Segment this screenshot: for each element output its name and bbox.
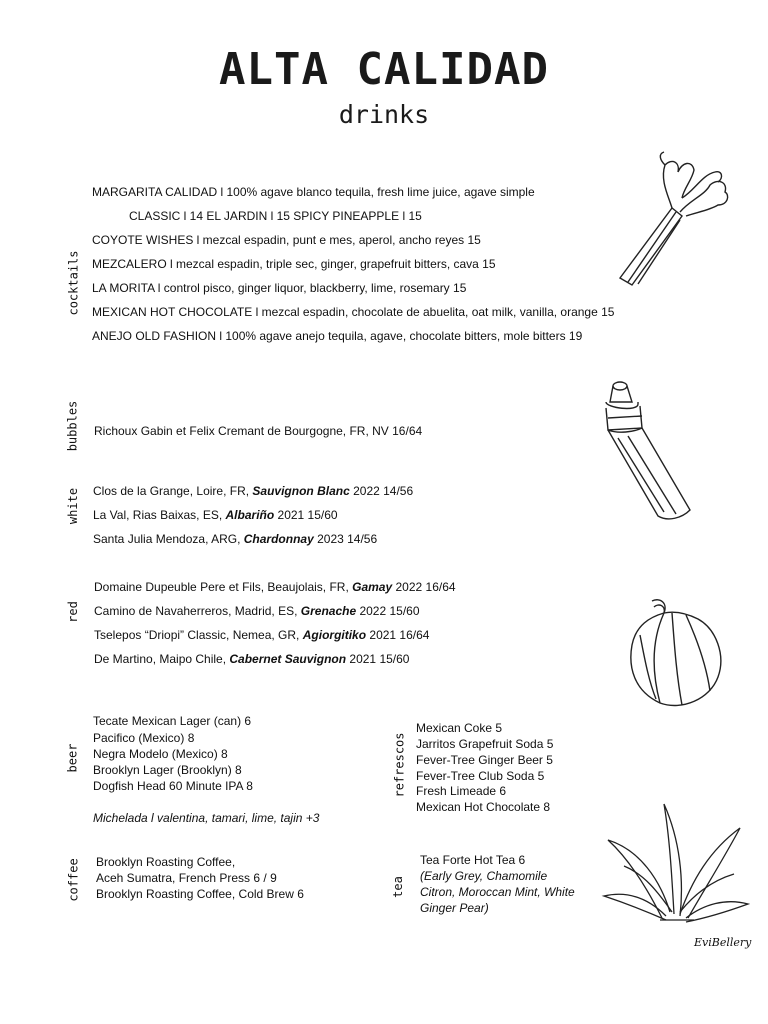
refresco-item: Fresh Limeade 6 <box>416 784 507 798</box>
bubbles-item: Richoux Gabin et Felix Cremant de Bourgogne, FR, NV 16/64 <box>94 424 423 438</box>
section-label-coffee: coffee <box>66 858 81 902</box>
wine-vintage-price: 2022 14/56 <box>349 484 414 498</box>
beer-item: Pacifico (Mexico) 8 <box>93 731 195 745</box>
refresco-item: Mexican Coke 5 <box>416 721 503 735</box>
wine-grape: Gamay <box>352 580 393 594</box>
cocktail-item: MEXICAN HOT CHOCOLATE l mezcal espadin, chocolate de abuelita, oat milk, vanilla, orange 15 <box>92 305 615 319</box>
wine-grape: Chardonnay <box>243 532 314 546</box>
section-label-beer: beer <box>65 743 80 773</box>
cocktail-item: MARGARITA CALIDAD l 100% agave blanco tequila, fresh lime juice, agave simple <box>92 185 535 199</box>
cocktail-item: MEZCALERO l mezcal espadin, triple sec, ginger, grapefruit bitters, cava 15 <box>92 257 496 271</box>
michelada-item: Michelada l valentina, tamari, lime, tajin +3 <box>93 811 320 825</box>
refresco-item: Fever-Tree Club Soda 5 <box>416 769 545 783</box>
section-label-cocktails: cocktails <box>66 250 81 316</box>
white-wine-item <box>93 508 338 522</box>
chili-pepper-sketch <box>620 595 730 710</box>
cocktail-shaker-sketch <box>598 378 698 523</box>
agave-plant-sketch <box>600 800 750 925</box>
wine-vintage-price: 2021 16/64 <box>366 628 430 642</box>
tea-flavors: (Early Grey, Chamomile <box>420 869 548 883</box>
wine-producer: Santa Julia Mendoza, ARG, <box>93 532 244 546</box>
celery-sketch <box>610 150 740 290</box>
wine-grape: Grenache <box>300 604 357 618</box>
artist-signature: EviBellery <box>694 936 752 949</box>
red-wine-item <box>94 580 456 594</box>
cocktail-variants: CLASSIC l 14 EL JARDIN l 15 SPICY PINEAPPLE l 15 <box>129 209 422 223</box>
wine-vintage-price: 2023 14/56 <box>313 532 378 546</box>
section-label-refrescos: refrescos <box>392 732 407 798</box>
beer-item: Negra Modelo (Mexico) 8 <box>93 747 228 761</box>
menu-title: ALTA CALIDAD <box>219 44 549 95</box>
cocktail-item: LA MORITA l control pisco, ginger liquor, blackberry, lime, rosemary 15 <box>92 281 467 295</box>
section-label-white: white <box>66 487 81 525</box>
beer-item: Dogfish Head 60 Minute IPA 8 <box>93 779 253 793</box>
beer-item: Tecate Mexican Lager (can) 6 <box>93 714 252 728</box>
tea-item: Tea Forte Hot Tea 6 <box>420 853 526 867</box>
wine-vintage-price: 2022 16/64 <box>392 580 456 594</box>
tea-flavors: Ginger Pear) <box>420 901 489 915</box>
menu-subtitle: drinks <box>338 100 430 129</box>
wine-vintage-price: 2021 15/60 <box>346 652 410 666</box>
wine-grape: Cabernet Sauvignon <box>229 652 347 666</box>
wine-vintage-price: 2021 15/60 <box>274 508 338 522</box>
refresco-item: Mexican Hot Chocolate 8 <box>416 800 551 814</box>
coffee-item: Brooklyn Roasting Coffee, Cold Brew 6 <box>96 887 304 901</box>
wine-producer: Clos de la Grange, Loire, FR, <box>93 484 253 498</box>
coffee-item: Brooklyn Roasting Coffee, <box>96 855 236 869</box>
section-label-tea: tea <box>390 876 405 898</box>
refresco-item: Jarritos Grapefruit Soda 5 <box>416 737 554 751</box>
red-wine-item <box>94 628 429 642</box>
refresco-item: Fever-Tree Ginger Beer 5 <box>416 753 553 767</box>
red-wine-item <box>94 652 409 666</box>
wine-producer: Camino de Navaherreros, Madrid, ES, <box>94 604 301 618</box>
cocktail-item: ANEJO OLD FASHION l 100% agave anejo tequila, agave, chocolate bitters, mole bitters 19 <box>92 329 583 343</box>
section-label-red: red <box>65 601 80 623</box>
section-label-bubbles: bubbles <box>65 400 80 452</box>
red-wine-item <box>94 604 420 618</box>
coffee-item: Aceh Sumatra, French Press 6 / 9 <box>96 871 277 885</box>
wine-producer: Domaine Dupeuble Pere et Fils, Beaujolais, FR, <box>94 580 353 594</box>
cocktail-item: COYOTE WISHES l mezcal espadin, punt e mes, aperol, ancho reyes 15 <box>92 233 481 247</box>
wine-producer: La Val, Rias Baixas, ES, <box>93 508 226 522</box>
white-wine-item <box>93 532 377 546</box>
wine-grape: Sauvignon Blanc <box>252 484 350 498</box>
white-wine-item <box>93 484 413 498</box>
wine-producer: Tselepos “Driopi” Classic, Nemea, GR, <box>94 628 303 642</box>
wine-grape: Agiorgitiko <box>302 628 367 642</box>
wine-producer: De Martino, Maipo Chile, <box>94 652 230 666</box>
wine-vintage-price: 2022 15/60 <box>356 604 420 618</box>
wine-grape: Albariño <box>225 508 275 522</box>
beer-item: Brooklyn Lager (Brooklyn) 8 <box>93 763 242 777</box>
tea-flavors: Citron, Moroccan Mint, White <box>420 885 575 899</box>
